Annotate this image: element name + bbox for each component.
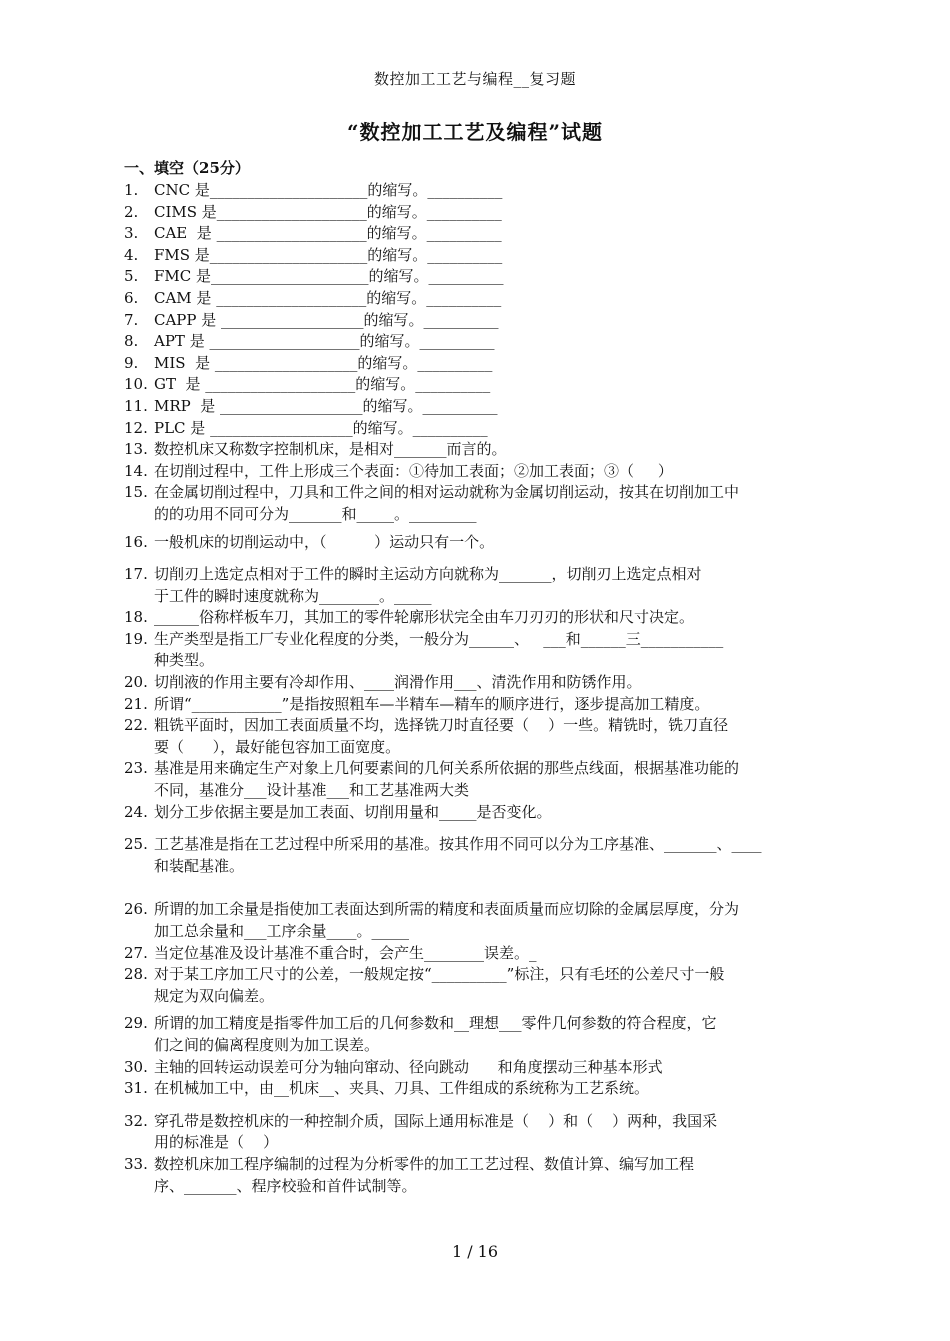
exam-title: “数控加工工艺及编程”试题: [346, 120, 603, 144]
question-item: [124, 802, 824, 824]
question-text: 粗铣平面时，因加工表面质量不均，选择铣刀时直径要（ ）一些。精铣时，铣刀直径 要（ ），最好能包容加工面宽度。: [154, 716, 729, 756]
question-number: 28.: [124, 965, 148, 984]
question-number: 15.: [124, 483, 148, 502]
question-text: ______俗称样板车刀，其加工的零件轮廓形状完全由车刀刃刃的形状和尺寸决定。: [154, 608, 695, 627]
question-number: 25.: [124, 835, 148, 854]
question-text: CNC 是_____________________的缩写。__________: [154, 181, 503, 199]
question-number: 30.: [124, 1057, 148, 1076]
question-number: 18.: [124, 608, 148, 627]
question-text: 划分工步依据主要是加工表面、切削用量和_____是否变化。: [154, 802, 552, 821]
question-text: GT 是 ____________________的缩写。__________: [154, 375, 491, 394]
question-item: [124, 899, 824, 942]
question-item: [124, 418, 824, 440]
question-text: 主轴的回转运动误差可分为轴向窜动、径向跳动 和角度摆动三种基本形式: [154, 1057, 663, 1076]
question-text: 切削刃上选定点相对于工件的瞬时主运动方向就称为_______，切削刃上选定点相对 于工件的瞬时速度就称为________。_____: [154, 565, 702, 605]
question-item: [124, 758, 824, 801]
question-text: 在金属切削过程中，刀具和工件之间的相对运动就称为金属切削运动，按其在切削加工中 的的功用不同可分为_______和_____。_________: [154, 483, 740, 523]
question-list: [124, 180, 824, 1197]
question-item: [124, 694, 824, 716]
question-number: 9.: [124, 353, 139, 372]
question-item: [124, 461, 824, 483]
question-number: 27.: [124, 943, 148, 962]
question-item: [124, 353, 824, 375]
question-item: [124, 482, 824, 525]
question-number: 32.: [124, 1111, 148, 1130]
question-text: 所谓的加工余量是指使加工表面达到所需的精度和表面质量而应切除的金属层厚度，分为 加工总余量和___工序余量____。_____: [154, 900, 740, 940]
question-text: 在切削过程中，工件上形成三个表面：①待加工表面；②加工表面；③（ ）: [154, 461, 673, 480]
question-text: 当定位基准及设计基准不重合时，会产生________误差。_: [154, 943, 537, 962]
question-text: CIMS 是____________________的缩写。__________: [154, 202, 502, 221]
question-text: 对于某工序加工尺寸的公差，一般规定按“__________”标注，只有毛坯的公差尺寸一般 规定为双向偏差。: [154, 965, 725, 1005]
question-text: APT 是 ____________________的缩写。__________: [154, 332, 495, 351]
question-number: 29.: [124, 1014, 148, 1033]
question-text: 数控机床加工程序编制的过程为分析零件的加工工艺过程、数值计算、编写加工程 序、_______、程序校验和首件试制等。: [154, 1154, 695, 1195]
question-number: 22.: [124, 716, 148, 735]
question-number: 20.: [124, 673, 148, 692]
question-item: [124, 532, 824, 554]
question-text: MRP 是 ___________________的缩写。__________: [154, 396, 498, 415]
question-number: 5.: [124, 267, 139, 286]
question-number: 11.: [124, 396, 148, 415]
question-text: MIS 是 ___________________的缩写。__________: [154, 353, 493, 372]
question-item: [124, 266, 824, 288]
question-number: 2.: [124, 202, 139, 221]
question-number: 31.: [124, 1079, 148, 1098]
question-item: [124, 943, 824, 965]
question-item: [124, 439, 824, 461]
question-number: 26.: [124, 900, 148, 919]
question-number: 24.: [124, 802, 148, 821]
question-number: 4.: [124, 245, 139, 264]
question-item: [124, 607, 824, 629]
question-item: [124, 564, 824, 607]
question-item: [124, 396, 824, 418]
question-item: [124, 715, 824, 758]
question-number: 33.: [124, 1154, 148, 1173]
question-item: [124, 288, 824, 310]
question-item: [124, 1013, 824, 1056]
running-header: 数控加工工艺与编程__复习题: [373, 70, 576, 88]
question-item: [124, 310, 824, 332]
question-number: 17.: [124, 565, 148, 584]
question-text: CAM 是 ____________________的缩写。__________: [154, 288, 502, 307]
question-number: 23.: [124, 759, 148, 778]
question-number: 14.: [124, 461, 148, 480]
question-item: [124, 1154, 824, 1197]
question-text: 在机械加工中，由__机床__、夹具、刀具、工件组成的系统称为工艺系统。: [154, 1079, 650, 1098]
question-item: [124, 245, 824, 267]
question-text: FMS 是_____________________的缩写。__________: [154, 245, 503, 264]
question-number: 12.: [124, 418, 148, 437]
question-text: 所谓的加工精度是指零件加工后的几何参数和__理想___零件几何参数的符合程度，它 们之间的偏离程度则为加工误差。: [154, 1014, 717, 1054]
question-number: 7.: [124, 310, 139, 329]
question-item: [124, 834, 824, 877]
question-text: 所谓“____________”是指按照粗车—半精车—精车的顺序进行，逐步提高加工精度。: [154, 694, 710, 713]
question-number: 3.: [124, 224, 139, 243]
question-item: [124, 964, 824, 1007]
question-item: [124, 374, 824, 396]
question-number: 1.: [124, 181, 139, 199]
question-number: 13.: [124, 440, 148, 459]
question-text: 穿孔带是数控机床的一种控制介质，国际上通用标准是（ ）和（ ）两种，我国采 用的标准是（ ）: [154, 1111, 718, 1152]
question-text: 工艺基准是指在工艺过程中所采用的基准。按其作用不同可以分为工序基准、_______、____ 和装配基准。: [154, 835, 762, 875]
question-item: [124, 1057, 824, 1079]
question-item: [124, 672, 824, 694]
question-item: [124, 223, 824, 245]
question-number: 6.: [124, 288, 139, 307]
question-number: 8.: [124, 332, 139, 351]
question-text: PLC 是 ___________________的缩写。__________: [154, 418, 488, 437]
page-number: 1 / 16: [451, 1242, 499, 1261]
question-number: 21.: [124, 694, 148, 713]
question-item: [124, 1111, 824, 1154]
question-item: [124, 202, 824, 224]
section-heading: 一、填空（25分）: [124, 159, 250, 177]
question-text: 基准是用来确定生产对象上几何要素间的几何关系所依据的那些点线面，根据基准功能的 不同，基准分___设计基准___和工艺基准两大类: [154, 759, 740, 800]
question-number: 16.: [124, 532, 148, 551]
question-item: [124, 1078, 824, 1100]
question-item: [124, 629, 824, 672]
question-text: 一般机床的切削运动中，（ ）运动只有一个。: [154, 532, 495, 551]
question-text: CAPP 是 ___________________的缩写。__________: [154, 310, 499, 329]
question-number: 10.: [124, 375, 148, 394]
question-text: 生产类型是指工厂专业化程度的分类，一般分为______、 ___和______三___________ 种类型。: [154, 629, 724, 670]
question-item: [124, 331, 824, 353]
question-text: 数控机床又称数字控制机床，是相对_______而言的。: [154, 440, 507, 459]
question-number: 19.: [124, 629, 148, 648]
question-text: FMC 是_____________________的缩写。__________: [154, 267, 504, 286]
question-text: 切削液的作用主要有冷却作用、____润滑作用___、清洗作用和防锈作用。: [154, 673, 642, 692]
question-text: CAE 是 ____________________的缩写。__________: [154, 224, 502, 243]
question-item: [124, 180, 824, 202]
